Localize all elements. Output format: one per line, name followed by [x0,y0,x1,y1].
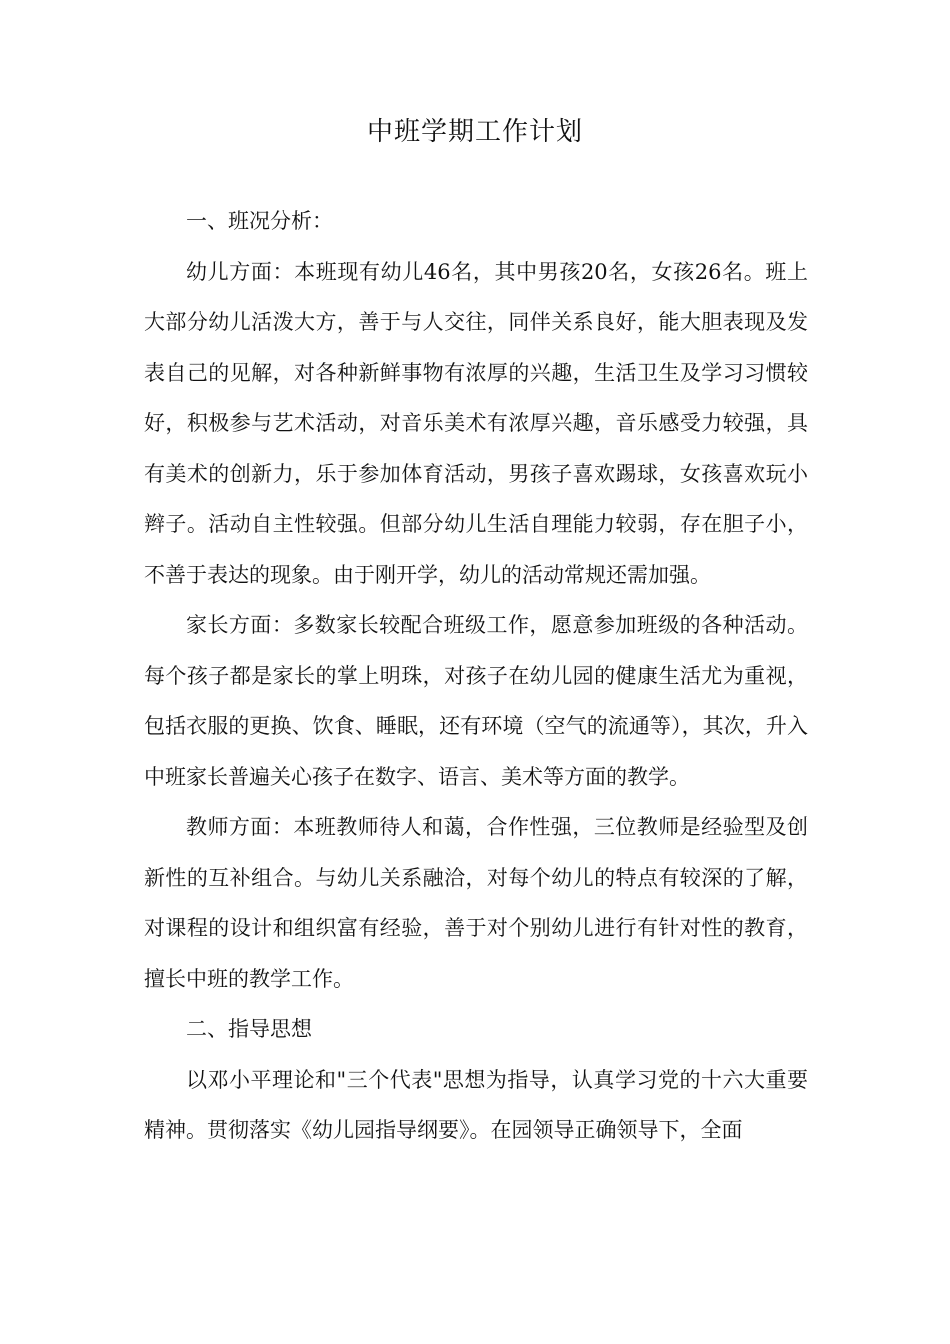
document-title: 中班学期工作计划 [366,117,583,147]
paragraph-children: 幼儿方面：本班现有幼儿46名，其中男孩20名，女孩26名。班上大部分幼儿活泼大方，善于与人交往，同伴关系良好，能大胆表现及发表自己的见解，对各种新鲜事物有浓厚的兴趣，生活卫生及学习习惯较好，积极参与艺术活动，对音乐美术有浓厚兴趣，音乐感受力较强，具有美术的创新力，乐于参加体育活动，男孩子喜欢踢球，女孩喜欢玩小辫子。活动自主性较强。但部分幼儿生活自理能力较弱，存在胆子小，不善于表达的现象。由于刚开学，幼儿的活动常规还需加强。 [144,259,808,587]
section-heading-guiding-ideology: 二、指导思想 [186,1017,312,1041]
paragraph-teachers: 教师方面：本班教师待人和蔼，合作性强，三位教师是经验型及创新性的互补组合。与幼儿关系融洽，对每个幼儿的特点有较深的了解，对课程的设计和组织富有经验，善于对个别幼儿进行有针对性的教育，擅长中班的教学工作。 [144,815,808,991]
paragraph-guiding-ideology: 以邓小平理论和"三个代表"思想为指导，认真学习党的十六大重要精神。贯彻落实《幼儿园指导纲要》。在园领导正确领导下，全面 [144,1067,808,1142]
paragraph-parents: 家长方面：多数家长较配合班级工作，愿意参加班级的各种活动。每个孩子都是家长的掌上明珠，对孩子在幼儿园的健康生活尤为重视，包括衣服的更换、饮食、睡眠，还有环境（空气的流通等），其次，升入中班家长普遍关心孩子在数字、语言、美术等方面的教学。 [144,613,808,789]
section-heading-class-analysis: 一、班况分析： [186,209,333,233]
document-body [144,196,808,1156]
